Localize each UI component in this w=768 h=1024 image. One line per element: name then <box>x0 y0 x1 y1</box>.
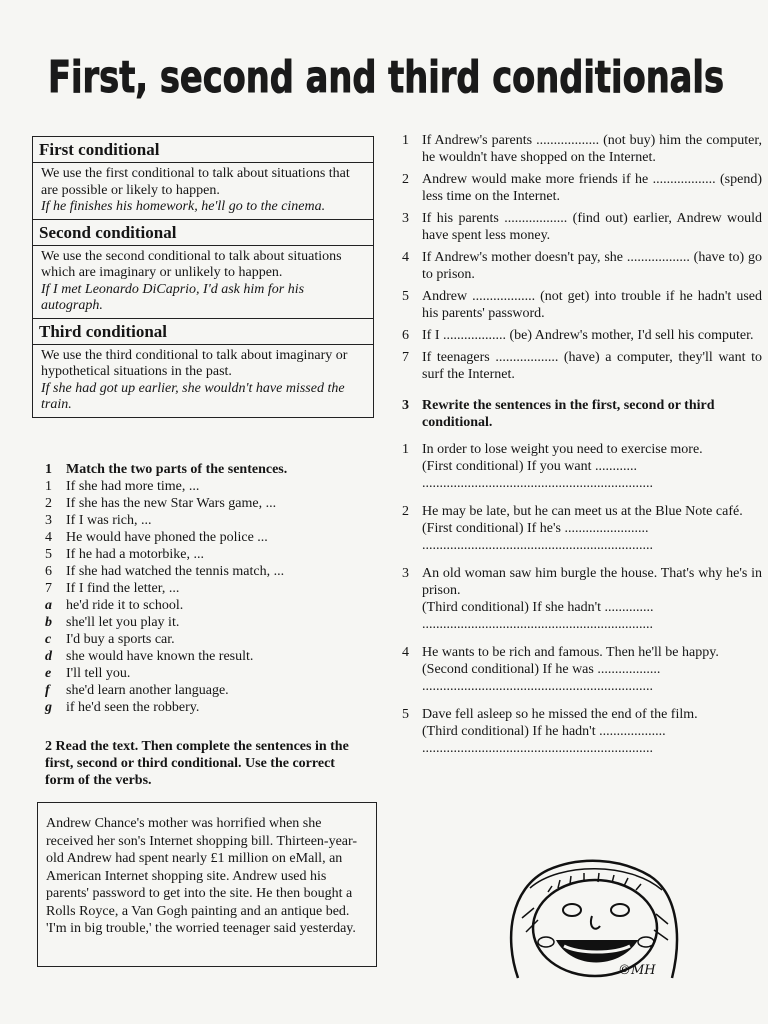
sentence-ending: e I'll tell you. <box>45 666 131 681</box>
gap-fill-item: 4 If Andrew's mother doesn't pay, she .................. (have to) go to prison. <box>402 250 762 282</box>
rule-heading-second: Second conditional <box>33 220 373 246</box>
gap-fill-item: 3 If his parents .................. (find out) earlier, Andrew would have spent less money. <box>402 211 762 243</box>
answer-line: .................................................................. <box>422 741 653 756</box>
rule-body-third <box>33 345 373 417</box>
gap-fill-item: 5 Andrew .................. (not get) into trouble if he hadn't used his parents' password. <box>402 289 762 321</box>
sentence-start: 4 He would have phoned the police ... <box>45 530 268 545</box>
sentence-start: 2 If she has the new Star Wars game, ... <box>45 496 277 511</box>
sentence-start: 6 If she had watched the tennis match, ... <box>45 564 285 579</box>
sentence-ending: c I'd buy a sports car. <box>45 632 175 647</box>
exercise-1 <box>45 461 365 716</box>
sentence-ending: b she'll let you play it. <box>45 615 180 630</box>
gap-fill-item: 7 If teenagers .................. (have) a computer, they'll want to surf the Internet. <box>402 350 762 382</box>
rule-example: If he finishes his homework, he'll go to the cinema. <box>41 199 326 214</box>
answer-line: .................................................................. <box>422 538 653 553</box>
rule-heading-first: First conditional <box>33 137 373 163</box>
rewrite-item: 3 An old woman saw him burgle the house. That's why he's in prison. (Third conditional) If she hadn't .............. .................................................................. <box>402 566 762 632</box>
exercise-1-heading: 1 Match the two parts of the sentences. <box>45 462 288 477</box>
smiling-girl-face-drawing <box>500 858 690 980</box>
reading-text-box: Andrew Chance's mother was horrified when she received her son's Internet shopping bill. Thirteen-year-old Andrew had spent nearly £1 million on eMall, an American Internet shopping site. Andrew used his parents' password to get into the site. He then bought a Rolls Royce, a Van Gogh painting and an antique bed. 'I'm in big trouble,' the worried teenager said yesterday. <box>37 802 377 967</box>
rule-example: If I met Leonardo DiCaprio, I'd ask him for his autograph. <box>41 281 305 313</box>
svg-text:First, second and third condit: First, second and third conditionals <box>48 52 724 103</box>
gap-fill-item: 6 If I .................. (be) Andrew's mother, I'd sell his computer. <box>402 328 754 343</box>
rule-body-first <box>33 163 373 220</box>
page-title <box>44 40 734 112</box>
sentence-ending: a he'd ride it to school. <box>45 598 184 613</box>
sentence-ending: g if he'd seen the robbery. <box>45 700 200 715</box>
rule-example: If she had got up earlier, she wouldn't have missed the train. <box>41 380 345 412</box>
rule-heading-third: Third conditional <box>33 319 373 345</box>
sentence-ending: f she'd learn another language. <box>45 683 229 698</box>
rule-body-second <box>33 246 373 319</box>
rewrite-item: 2 He may be late, but he can meet us at the Blue Note café. (First conditional) If he's ........................ .................................................................. <box>402 504 743 553</box>
sentence-start: 3 If I was rich, ... <box>45 513 152 528</box>
rewrite-item: 4 He wants to be rich and famous. Then he'll be happy. (Second conditional) If he was .................. .................................................................. <box>402 645 719 694</box>
sentence-ending: d she would have known the result. <box>45 649 254 664</box>
answer-line: .................................................................. <box>422 679 653 694</box>
gap-fill-item: 2 Andrew would make more friends if he .................. (spend) less time on the Internet. <box>402 172 762 204</box>
right-column <box>402 132 762 768</box>
rules-box <box>32 136 374 418</box>
answer-line: .................................................................. <box>422 617 653 632</box>
gap-fill-item: 1 If Andrew's parents .................. (not buy) him the computer, he wouldn't have shopped on the Internet. <box>402 133 762 165</box>
rule-text: We use the first conditional to talk about situations that are possible or likely to happen. <box>41 166 350 198</box>
sentence-start: 5 If he had a motorbike, ... <box>45 547 205 562</box>
sentence-start: 7 If I find the letter, ... <box>45 581 180 596</box>
answer-line: .................................................................. <box>422 476 653 491</box>
rewrite-item: 5 Dave fell asleep so he missed the end of the film. (Third conditional) If he hadn't ................... .................................................................. <box>402 707 698 756</box>
exercise-2-heading: 2 Read the text. Then complete the sentences in the first, second or third conditional. Use the correct form of the verbs. <box>45 739 349 788</box>
sentence-start: 1 If she had more time, ... <box>45 479 200 494</box>
rule-text: We use the third conditional to talk about imaginary or hypothetical situations in the past. <box>41 347 348 379</box>
rewrite-item: 1 In order to lose weight you need to exercise more. (First conditional) If you want ............ .................................................................. <box>402 442 703 491</box>
exercise-3-heading: 3 Rewrite the sentences in the first, second or third conditional. <box>402 398 715 430</box>
rule-text: We use the second conditional to talk about situations which are imaginary or unlikely to happen. <box>41 248 342 280</box>
signature: ©MH <box>618 963 656 978</box>
